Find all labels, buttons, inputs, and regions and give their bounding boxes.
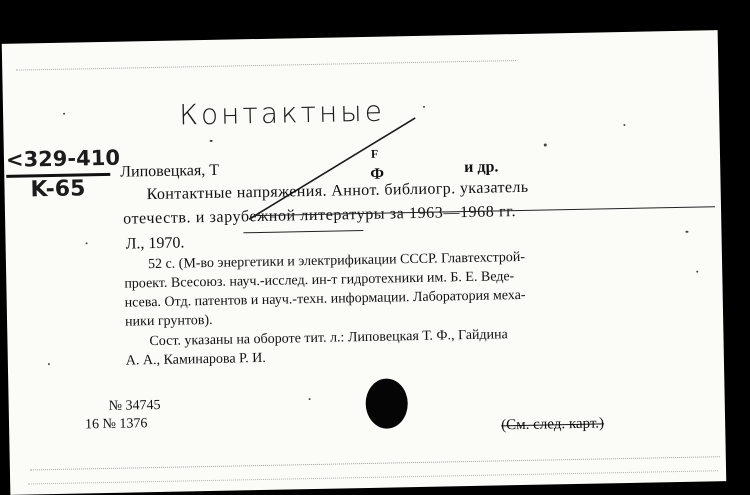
scan-speck [423,106,425,108]
catalog-card [2,30,727,495]
scan-speck [309,398,311,400]
title-line-2: отечеств. и зарубежной литературы за 1963—1968 гг. [122,203,517,228]
accession-number-1: № 34745 [108,397,161,414]
punch-hole [365,378,408,429]
author-initial: Ф [370,165,385,183]
handwritten-subject-heading: Контактные [178,94,386,132]
author-line [120,162,219,182]
scan-speck [623,124,625,126]
author-name: Липовецкая, Т [120,161,220,181]
call-number-bottom: K-65 [30,176,86,203]
scan-speck [544,143,547,146]
title-line-1: Контактные напряжения. Аннот. библиогр. указатель [146,178,529,204]
scan-speck [63,113,65,115]
scan-speck [696,271,698,273]
description-line-4: ники грунтов). [124,312,213,330]
author-mark: F [370,146,379,161]
description-line-1: 52 с. (М-во энергетики и электрификации СССР. Главтехстрой- [147,249,526,273]
scan-rule-top [16,60,516,71]
author-others: и др. [464,158,499,177]
scan-speck [210,140,213,142]
continuation-note: (См. след. карт.) [500,415,605,434]
accession-number-2: 16 № 1376 [84,416,148,433]
note-line-2: А. А., Каминарова Р. И. [125,350,266,369]
call-number-top: <329-410 [5,145,121,172]
scan-speck [48,363,50,365]
description-line-3: нсева. Отд. патентов и науч.-техн. информации. Лаборатория меха- [124,287,526,311]
imprint: Л., 1970. [125,234,185,253]
scan-speck [86,242,88,244]
scan-rule-bottom [28,470,718,484]
pen-strike-line-2 [243,230,363,233]
description-line-2: проект. Всесоюз. науч.-исслед. ин-т гидротехники им. Б. Е. Веде- [124,269,515,292]
scan-rule-mid [30,456,720,470]
note-line-1: Сост. указаны на обороте тит. л.: Липовецкая Т. Ф., Гайдина [149,327,508,350]
scan-speck [685,231,688,233]
